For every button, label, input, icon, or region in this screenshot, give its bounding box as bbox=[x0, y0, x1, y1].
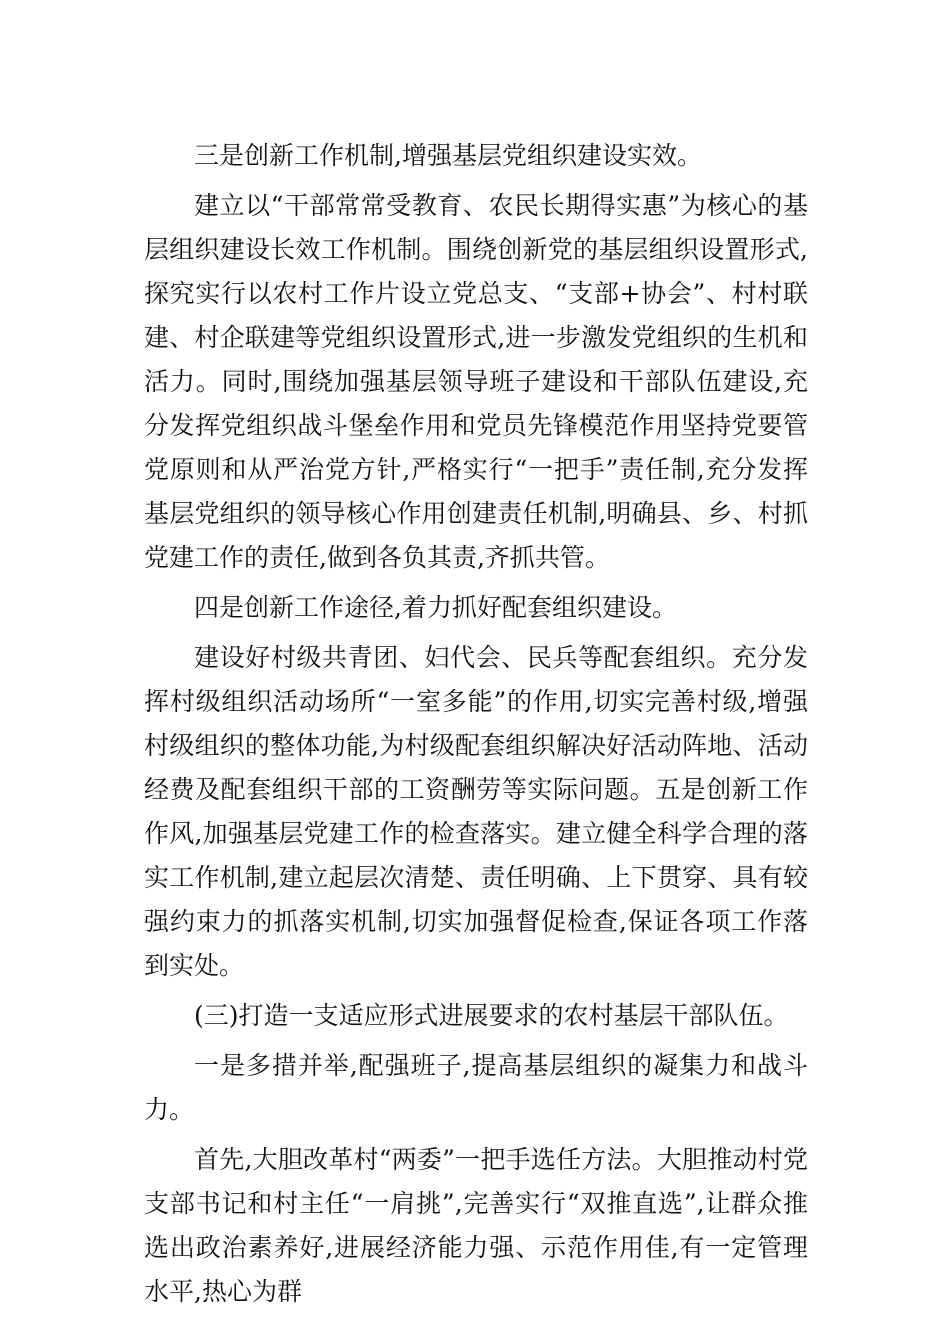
paragraph-heading-three: 三是创新工作机制,增强基层党组织建设实效。 bbox=[194, 141, 702, 170]
paragraph-heading-four: 四是创新工作途径,着力抓好配套组织建设。 bbox=[194, 593, 677, 622]
paragraph-heading-one: 一是多措并举,配强班子,提高基层组织的凝集力和战斗力。 bbox=[144, 1051, 808, 1124]
paragraph-body-reform: 首先,大胆改革村“两委”一把手选任方法。大胆推动村党支部书记和村主任“一肩挑”,完善实行“双推直选”,让群众推选出政治素养好,进展经济能力强、示范作用佳,有一定管理水平,热心为群 bbox=[144, 1145, 808, 1306]
paragraph-body-supporting-orgs: 建设好村级共青团、妇代会、民兵等配套组织。充分发挥村级组织活动场所“一室多能”的作用,切实完善村级,增强村级组织的整体功能,为村级配套组织解决好活动阵地、活动经费及配套组织干部的工资酬劳等实际问题。五是创新工作作风,加强基层党建工作的检查落实。建立健全科学合理的落实工作机制,建立起层次清楚、责任明确、上下贯穿、具有较强约束力的抓落实机制,切实加强督促检查,保证各项工作落到实处。 bbox=[144, 643, 808, 980]
paragraph-section-three: (三)打造一支适应形式进展要求的农村基层干部队伍。 bbox=[194, 1001, 789, 1030]
paragraph-body-mechanism: 建立以“干部常常受教育、农民长期得实惠”为核心的基层组织建设长效工作机制。围绕创新党的基层组织设置形式,探究实行以农村工作片设立党总支、“支部+协会”、村村联建、村企联建等党组织设置形式,进一步激发党组织的生机和活力。同时,围绕加强基层领导班子建设和干部队伍建设,充分发挥党组织战斗堡垒作用和党员先锋模范作用坚持党要管党原则和从严治党方针,严格实行“一把手”责任制,充分发挥基层党组织的领导核心作用创建责任机制,明确县、乡、村抓党建工作的责任,做到各负其责,齐抓共管。 bbox=[144, 191, 808, 572]
document-page bbox=[144, 134, 808, 1320]
